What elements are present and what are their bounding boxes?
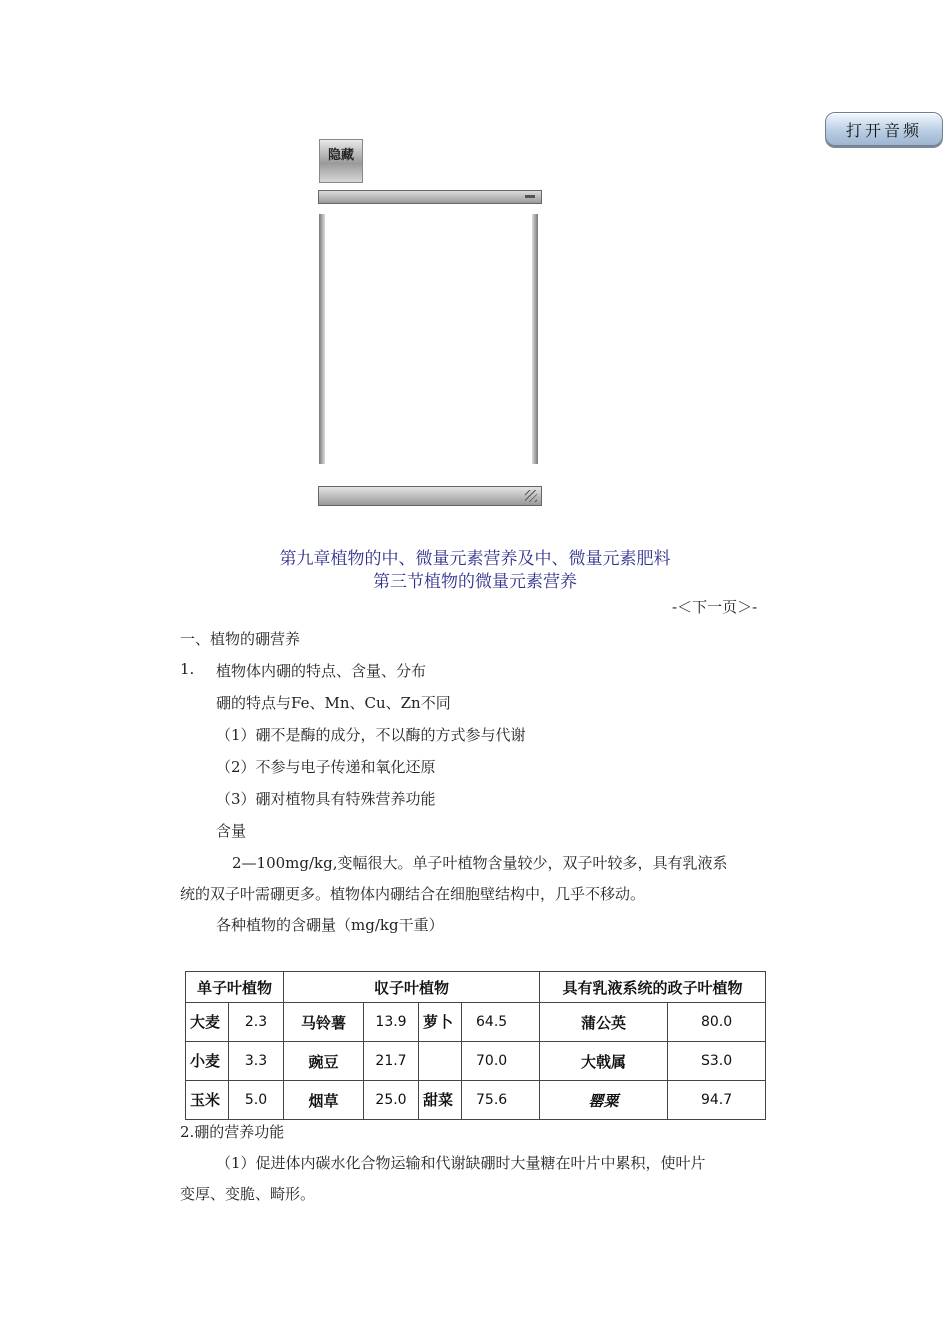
table-cell: 豌豆 (284, 1042, 364, 1081)
panel-status-bar (318, 486, 542, 506)
table-cell: 13.9 (364, 1003, 419, 1042)
panel-scrollbar[interactable] (532, 214, 538, 464)
chapter-title: 第九章植物的中、微量元素营养及中、微量元素肥料 (279, 549, 671, 569)
header-latex-dicot: 具有乳液系统的政子叶植物 (540, 972, 766, 1003)
resize-grip-icon[interactable] (525, 490, 537, 502)
table-cell: 马铃薯 (284, 1003, 364, 1042)
table-cell: 75.6 (462, 1081, 540, 1120)
open-audio-button[interactable]: 打开音频 (825, 112, 943, 146)
section-heading-function: 2.硼的营养功能 (180, 1123, 285, 1141)
paragraph: （1）促进体内碳水化合物运输和代谢缺硼时大量糖在叶片中累积，使叶片 (216, 1154, 706, 1172)
table-cell: 大麦 (186, 1003, 229, 1042)
table-cell: 甜菜 (419, 1081, 462, 1120)
table-row (186, 1003, 766, 1042)
table-cell: 小麦 (186, 1042, 229, 1081)
table-header-row (186, 972, 766, 1003)
table-cell: 萝卜 (419, 1003, 462, 1042)
table-row (186, 1042, 766, 1081)
paragraph: 含量 (216, 822, 247, 840)
paragraph: 统的双子叶需硼更多。植物体内硼结合在细胞壁结构中，几乎不移动。 (180, 885, 646, 903)
table-cell: 21.7 (364, 1042, 419, 1081)
table-cell: 64.5 (462, 1003, 540, 1042)
section-heading-boron: 一、植物的硼营养 (180, 630, 301, 648)
paragraph: 2—100mg/kg,变幅很大。单子叶植物含量较少，双子叶较多，具有乳液系 (232, 854, 728, 872)
table-cell: 大戟属 (540, 1042, 668, 1081)
subsection-heading: 植物体内硼的特点、含量、分布 (216, 662, 427, 680)
table-cell: S3.0 (668, 1042, 766, 1081)
panel-title-bar[interactable] (318, 190, 542, 204)
table-cell: 3.3 (229, 1042, 284, 1081)
paragraph: 变厚、变脆、畸形。 (180, 1185, 316, 1203)
table-cell: 94.7 (668, 1081, 766, 1120)
table-cell: 玉米 (186, 1081, 229, 1120)
header-dicot: 収子叶植物 (284, 972, 540, 1003)
table-cell: 70.0 (462, 1042, 540, 1081)
header-monocot: 单子叶植物 (186, 972, 284, 1003)
boron-content-table (185, 971, 766, 1120)
side-panel (318, 190, 542, 508)
paragraph: （1）硼不是酶的成分，不以酶的方式参与代谢 (216, 726, 526, 744)
table-cell: 80.0 (668, 1003, 766, 1042)
panel-left-edge (319, 214, 325, 464)
paragraph: （3）硼对植物具有特殊营养功能 (216, 790, 436, 808)
hide-button[interactable]: 隐藏 (319, 139, 363, 183)
minimize-icon[interactable] (525, 195, 535, 198)
table-cell: 5.0 (229, 1081, 284, 1120)
next-page-link[interactable]: -＜下一页＞- (672, 598, 758, 616)
paragraph: （2）不参与电子传递和氧化还原 (216, 758, 436, 776)
table-cell: 烟草 (284, 1081, 364, 1120)
table-cell: 2.3 (229, 1003, 284, 1042)
table-cell: 25.0 (364, 1081, 419, 1120)
table-cell: 罂粟 (540, 1081, 668, 1120)
section-title: 第三节植物的微量元素营养 (373, 572, 577, 592)
table-cell: 蒲公英 (540, 1003, 668, 1042)
table-caption: 各种植物的含硼量（mg/kg干重） (216, 916, 444, 934)
table-row (186, 1081, 766, 1120)
paragraph: 硼的特点与Fe、Mn、Cu、Zn不同 (216, 694, 451, 712)
table-cell (419, 1042, 462, 1081)
subsection-number: 1. (180, 660, 195, 678)
